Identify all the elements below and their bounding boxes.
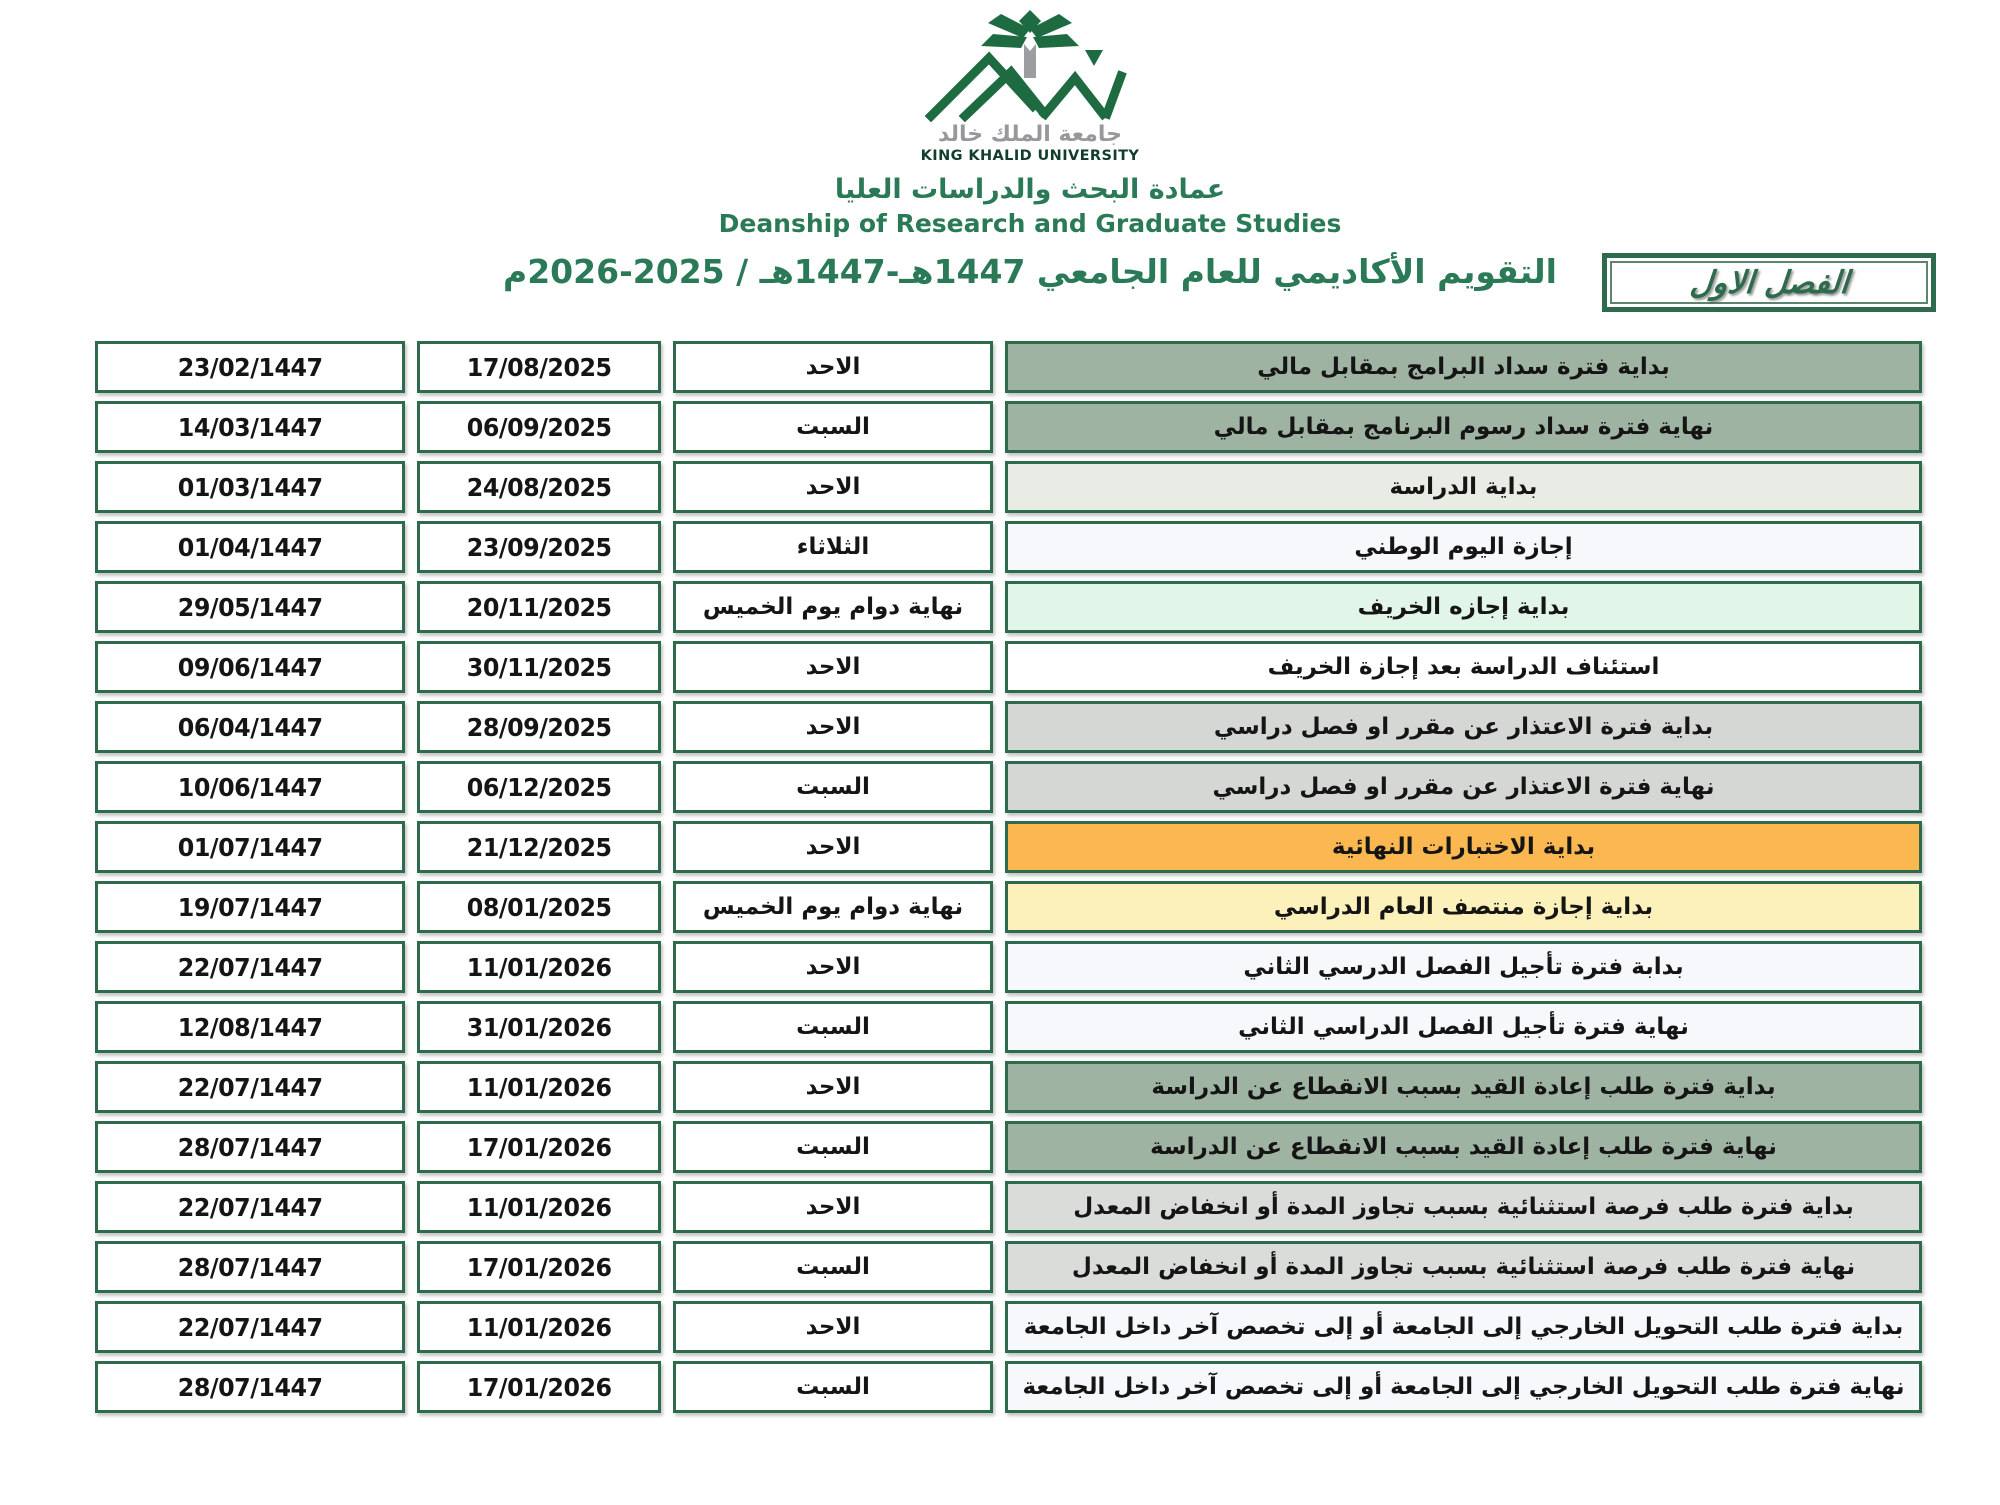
hijri-date-cell xyxy=(95,881,405,933)
gregorian-date-cell xyxy=(417,1301,661,1353)
gregorian-date-label: 06/12/2025 xyxy=(466,772,612,802)
gregorian-date-cell xyxy=(417,641,661,693)
hijri-date-label: 01/07/1447 xyxy=(177,832,323,862)
hijri-date-cell xyxy=(95,1121,405,1173)
hijri-date-cell xyxy=(95,581,405,633)
day-label: السبت xyxy=(796,1134,870,1160)
table-row xyxy=(95,1061,1922,1113)
table-row xyxy=(95,461,1922,513)
hijri-date-cell xyxy=(95,1361,405,1413)
day-cell xyxy=(673,461,993,513)
hijri-date-cell xyxy=(95,761,405,813)
gregorian-date-label: 20/11/2025 xyxy=(466,592,612,622)
table-row xyxy=(95,1181,1922,1233)
gregorian-date-label: 31/01/2026 xyxy=(466,1012,612,1042)
day-label: الاحد xyxy=(805,654,861,680)
hijri-date-cell xyxy=(95,1301,405,1353)
gregorian-date-cell xyxy=(417,1241,661,1293)
table-row xyxy=(95,821,1922,873)
event-label: إجازة اليوم الوطني xyxy=(1354,534,1573,560)
hijri-date-label: 01/03/1447 xyxy=(177,472,323,502)
day-label: الاحد xyxy=(805,1314,861,1340)
gregorian-date-cell xyxy=(417,761,661,813)
event-label: بداية الاختبارات النهائية xyxy=(1331,834,1596,860)
hijri-date-cell xyxy=(95,701,405,753)
semester-badge xyxy=(1602,253,1936,312)
day-cell xyxy=(673,401,993,453)
gregorian-date-cell xyxy=(417,341,661,393)
gregorian-date-cell xyxy=(417,581,661,633)
event-cell xyxy=(1005,521,1922,573)
hijri-date-label: 22/07/1447 xyxy=(177,1192,323,1222)
gregorian-date-label: 11/01/2026 xyxy=(466,1312,612,1342)
hijri-date-label: 28/07/1447 xyxy=(177,1132,323,1162)
day-cell xyxy=(673,761,993,813)
table-row xyxy=(95,581,1922,633)
event-cell xyxy=(1005,1361,1922,1413)
day-cell xyxy=(673,1061,993,1113)
day-label: السبت xyxy=(796,774,870,800)
day-cell xyxy=(673,881,993,933)
day-cell xyxy=(673,1181,993,1233)
hijri-date-label: 14/03/1447 xyxy=(177,412,323,442)
gregorian-date-cell xyxy=(417,521,661,573)
day-label: السبت xyxy=(796,1254,870,1280)
hijri-date-label: 28/07/1447 xyxy=(177,1252,323,1282)
day-cell xyxy=(673,1361,993,1413)
table-row xyxy=(95,701,1922,753)
day-cell xyxy=(673,1121,993,1173)
day-cell xyxy=(673,341,993,393)
event-cell xyxy=(1005,1121,1922,1173)
event-cell xyxy=(1005,1181,1922,1233)
day-cell xyxy=(673,701,993,753)
hijri-date-label: 19/07/1447 xyxy=(177,892,323,922)
event-cell xyxy=(1005,821,1922,873)
hijri-date-label: 09/06/1447 xyxy=(177,652,323,682)
gregorian-date-label: 28/09/2025 xyxy=(466,712,612,742)
event-cell xyxy=(1005,761,1922,813)
hijri-date-label: 29/05/1447 xyxy=(177,592,323,622)
event-cell xyxy=(1005,941,1922,993)
event-label: استئناف الدراسة بعد إجازة الخريف xyxy=(1267,654,1660,680)
day-label: نهاية دوام يوم الخميس xyxy=(702,594,964,620)
gregorian-date-cell xyxy=(417,881,661,933)
hijri-date-label: 22/07/1447 xyxy=(177,952,323,982)
day-label: الاحد xyxy=(805,354,861,380)
table-row xyxy=(95,521,1922,573)
gregorian-date-cell xyxy=(417,401,661,453)
event-label: بداية إجازه الخريف xyxy=(1357,594,1570,620)
event-label: بداية إجازة منتصف العام الدراسي xyxy=(1273,894,1654,920)
hijri-date-cell xyxy=(95,461,405,513)
day-cell xyxy=(673,1301,993,1353)
gregorian-date-cell xyxy=(417,1061,661,1113)
event-cell xyxy=(1005,881,1922,933)
event-label: بداية فترة طلب إعادة القيد بسبب الانقطاع عن الدراسة xyxy=(1151,1074,1776,1100)
gregorian-date-cell xyxy=(417,1181,661,1233)
hijri-date-cell xyxy=(95,641,405,693)
gregorian-date-label: 08/01/2025 xyxy=(466,892,612,922)
gregorian-date-label: 17/08/2025 xyxy=(466,352,612,382)
event-label: نهاية فترة سداد رسوم البرنامج بمقابل مالي xyxy=(1213,414,1714,440)
event-cell xyxy=(1005,1001,1922,1053)
gregorian-date-label: 30/11/2025 xyxy=(466,652,612,682)
gregorian-date-cell xyxy=(417,1121,661,1173)
gregorian-date-cell xyxy=(417,821,661,873)
event-cell xyxy=(1005,461,1922,513)
day-cell xyxy=(673,521,993,573)
gregorian-date-cell xyxy=(417,1001,661,1053)
day-cell xyxy=(673,641,993,693)
table-row xyxy=(95,761,1922,813)
day-label: الثلاثاء xyxy=(796,534,870,560)
hijri-date-cell xyxy=(95,1181,405,1233)
hijri-date-cell xyxy=(95,1001,405,1053)
day-label: الاحد xyxy=(805,1194,861,1220)
gregorian-date-label: 17/01/2026 xyxy=(466,1372,612,1402)
event-cell xyxy=(1005,701,1922,753)
gregorian-date-label: 21/12/2025 xyxy=(466,832,612,862)
semester-badge-label: الفصل الاول xyxy=(1688,264,1850,301)
table-row xyxy=(95,341,1922,393)
hijri-date-cell xyxy=(95,1241,405,1293)
hijri-date-label: 23/02/1447 xyxy=(177,352,323,382)
day-label: السبت xyxy=(796,414,870,440)
event-cell xyxy=(1005,341,1922,393)
gregorian-date-label: 11/01/2026 xyxy=(466,952,612,982)
day-label: السبت xyxy=(796,1374,870,1400)
gregorian-date-cell xyxy=(417,701,661,753)
table-row xyxy=(95,401,1922,453)
day-label: السبت xyxy=(796,1014,870,1040)
event-label: بدابة فترة تأجيل الفصل الدرسي الثاني xyxy=(1243,954,1684,980)
deanship-title-english: Deanship of Research and Graduate Studies xyxy=(718,209,1342,239)
hijri-date-label: 06/04/1447 xyxy=(177,712,323,742)
hijri-date-cell xyxy=(95,521,405,573)
day-label: الاحد xyxy=(805,1074,861,1100)
day-label: الاحد xyxy=(805,834,861,860)
page-title: التقويم الأكاديمي للعام الجامعي 1447هـ-1447هـ / 2025-2026م xyxy=(503,252,1557,292)
day-label: الاحد xyxy=(805,474,861,500)
event-label: نهاية فترة تأجيل الفصل الدراسي الثاني xyxy=(1238,1014,1689,1040)
logo-arabic-name: جامعة الملك خالد xyxy=(938,122,1122,147)
gregorian-date-label: 06/09/2025 xyxy=(466,412,612,442)
event-label: نهاية فترة طلب فرصة استثنائية بسبب تجاوز المدة أو انخفاض المعدل xyxy=(1071,1254,1856,1280)
event-label: نهاية فترة الاعتذار عن مقرر او فصل دراسي xyxy=(1212,774,1715,800)
table-row xyxy=(95,1001,1922,1053)
gregorian-date-cell xyxy=(417,941,661,993)
event-label: بداية فترة طلب فرصة استثنائية بسبب تجاوز المدة أو انخفاض المعدل xyxy=(1073,1194,1854,1220)
day-cell xyxy=(673,1001,993,1053)
gregorian-date-label: 11/01/2026 xyxy=(466,1192,612,1222)
gregorian-date-label: 23/09/2025 xyxy=(466,532,612,562)
event-label: بداية فترة الاعتذار عن مقرر او فصل دراسي xyxy=(1213,714,1714,740)
day-cell xyxy=(673,941,993,993)
gregorian-date-label: 17/01/2026 xyxy=(466,1132,612,1162)
gregorian-date-label: 17/01/2026 xyxy=(466,1252,612,1282)
hijri-date-cell xyxy=(95,341,405,393)
hijri-date-cell xyxy=(95,401,405,453)
day-cell xyxy=(673,1241,993,1293)
day-cell xyxy=(673,581,993,633)
event-cell xyxy=(1005,1301,1922,1353)
logo-english-name: KING KHALID UNIVERSITY xyxy=(920,148,1140,165)
event-label: بداية فترة طلب التحويل الخارجي إلى الجامعة أو إلى تخصص آخر داخل الجامعة xyxy=(1023,1314,1904,1340)
table-row xyxy=(95,1361,1922,1413)
calendar-table xyxy=(95,341,1922,1413)
header xyxy=(60,10,2000,291)
event-cell xyxy=(1005,1241,1922,1293)
gregorian-date-cell xyxy=(417,461,661,513)
table-row xyxy=(95,1301,1922,1353)
event-cell xyxy=(1005,641,1922,693)
university-logo-icon xyxy=(917,10,1143,122)
event-label: بداية الدراسة xyxy=(1389,474,1538,500)
day-cell xyxy=(673,821,993,873)
table-row xyxy=(95,881,1922,933)
event-label: نهاية فترة طلب إعادة القيد بسبب الانقطاع عن الدراسة xyxy=(1150,1134,1777,1160)
event-cell xyxy=(1005,581,1922,633)
hijri-date-cell xyxy=(95,941,405,993)
semester-badge-inner-frame xyxy=(1610,261,1928,304)
hijri-date-label: 01/04/1447 xyxy=(177,532,323,562)
table-row xyxy=(95,641,1922,693)
table-row xyxy=(95,1121,1922,1173)
hijri-date-label: 22/07/1447 xyxy=(177,1072,323,1102)
gregorian-date-label: 11/01/2026 xyxy=(466,1072,612,1102)
day-label: نهاية دوام يوم الخميس xyxy=(702,894,964,920)
deanship-title-arabic: عمادة البحث والدراسات العليا xyxy=(834,174,1226,206)
hijri-date-label: 10/06/1447 xyxy=(177,772,323,802)
day-label: الاحد xyxy=(805,714,861,740)
table-row xyxy=(95,941,1922,993)
hijri-date-label: 22/07/1447 xyxy=(177,1312,323,1342)
hijri-date-cell xyxy=(95,1061,405,1113)
event-label: بداية فترة سداد البرامج بمقابل مالي xyxy=(1257,354,1670,380)
hijri-date-label: 28/07/1447 xyxy=(177,1372,323,1402)
event-cell xyxy=(1005,401,1922,453)
gregorian-date-cell xyxy=(417,1361,661,1413)
gregorian-date-label: 24/08/2025 xyxy=(466,472,612,502)
event-label: نهاية فترة طلب التحويل الخارجي إلى الجامعة أو إلى تخصص آخر داخل الجامعة xyxy=(1022,1374,1905,1400)
table-row xyxy=(95,1241,1922,1293)
hijri-date-cell xyxy=(95,821,405,873)
event-cell xyxy=(1005,1061,1922,1113)
hijri-date-label: 12/08/1447 xyxy=(177,1012,323,1042)
day-label: الاحد xyxy=(805,954,861,980)
